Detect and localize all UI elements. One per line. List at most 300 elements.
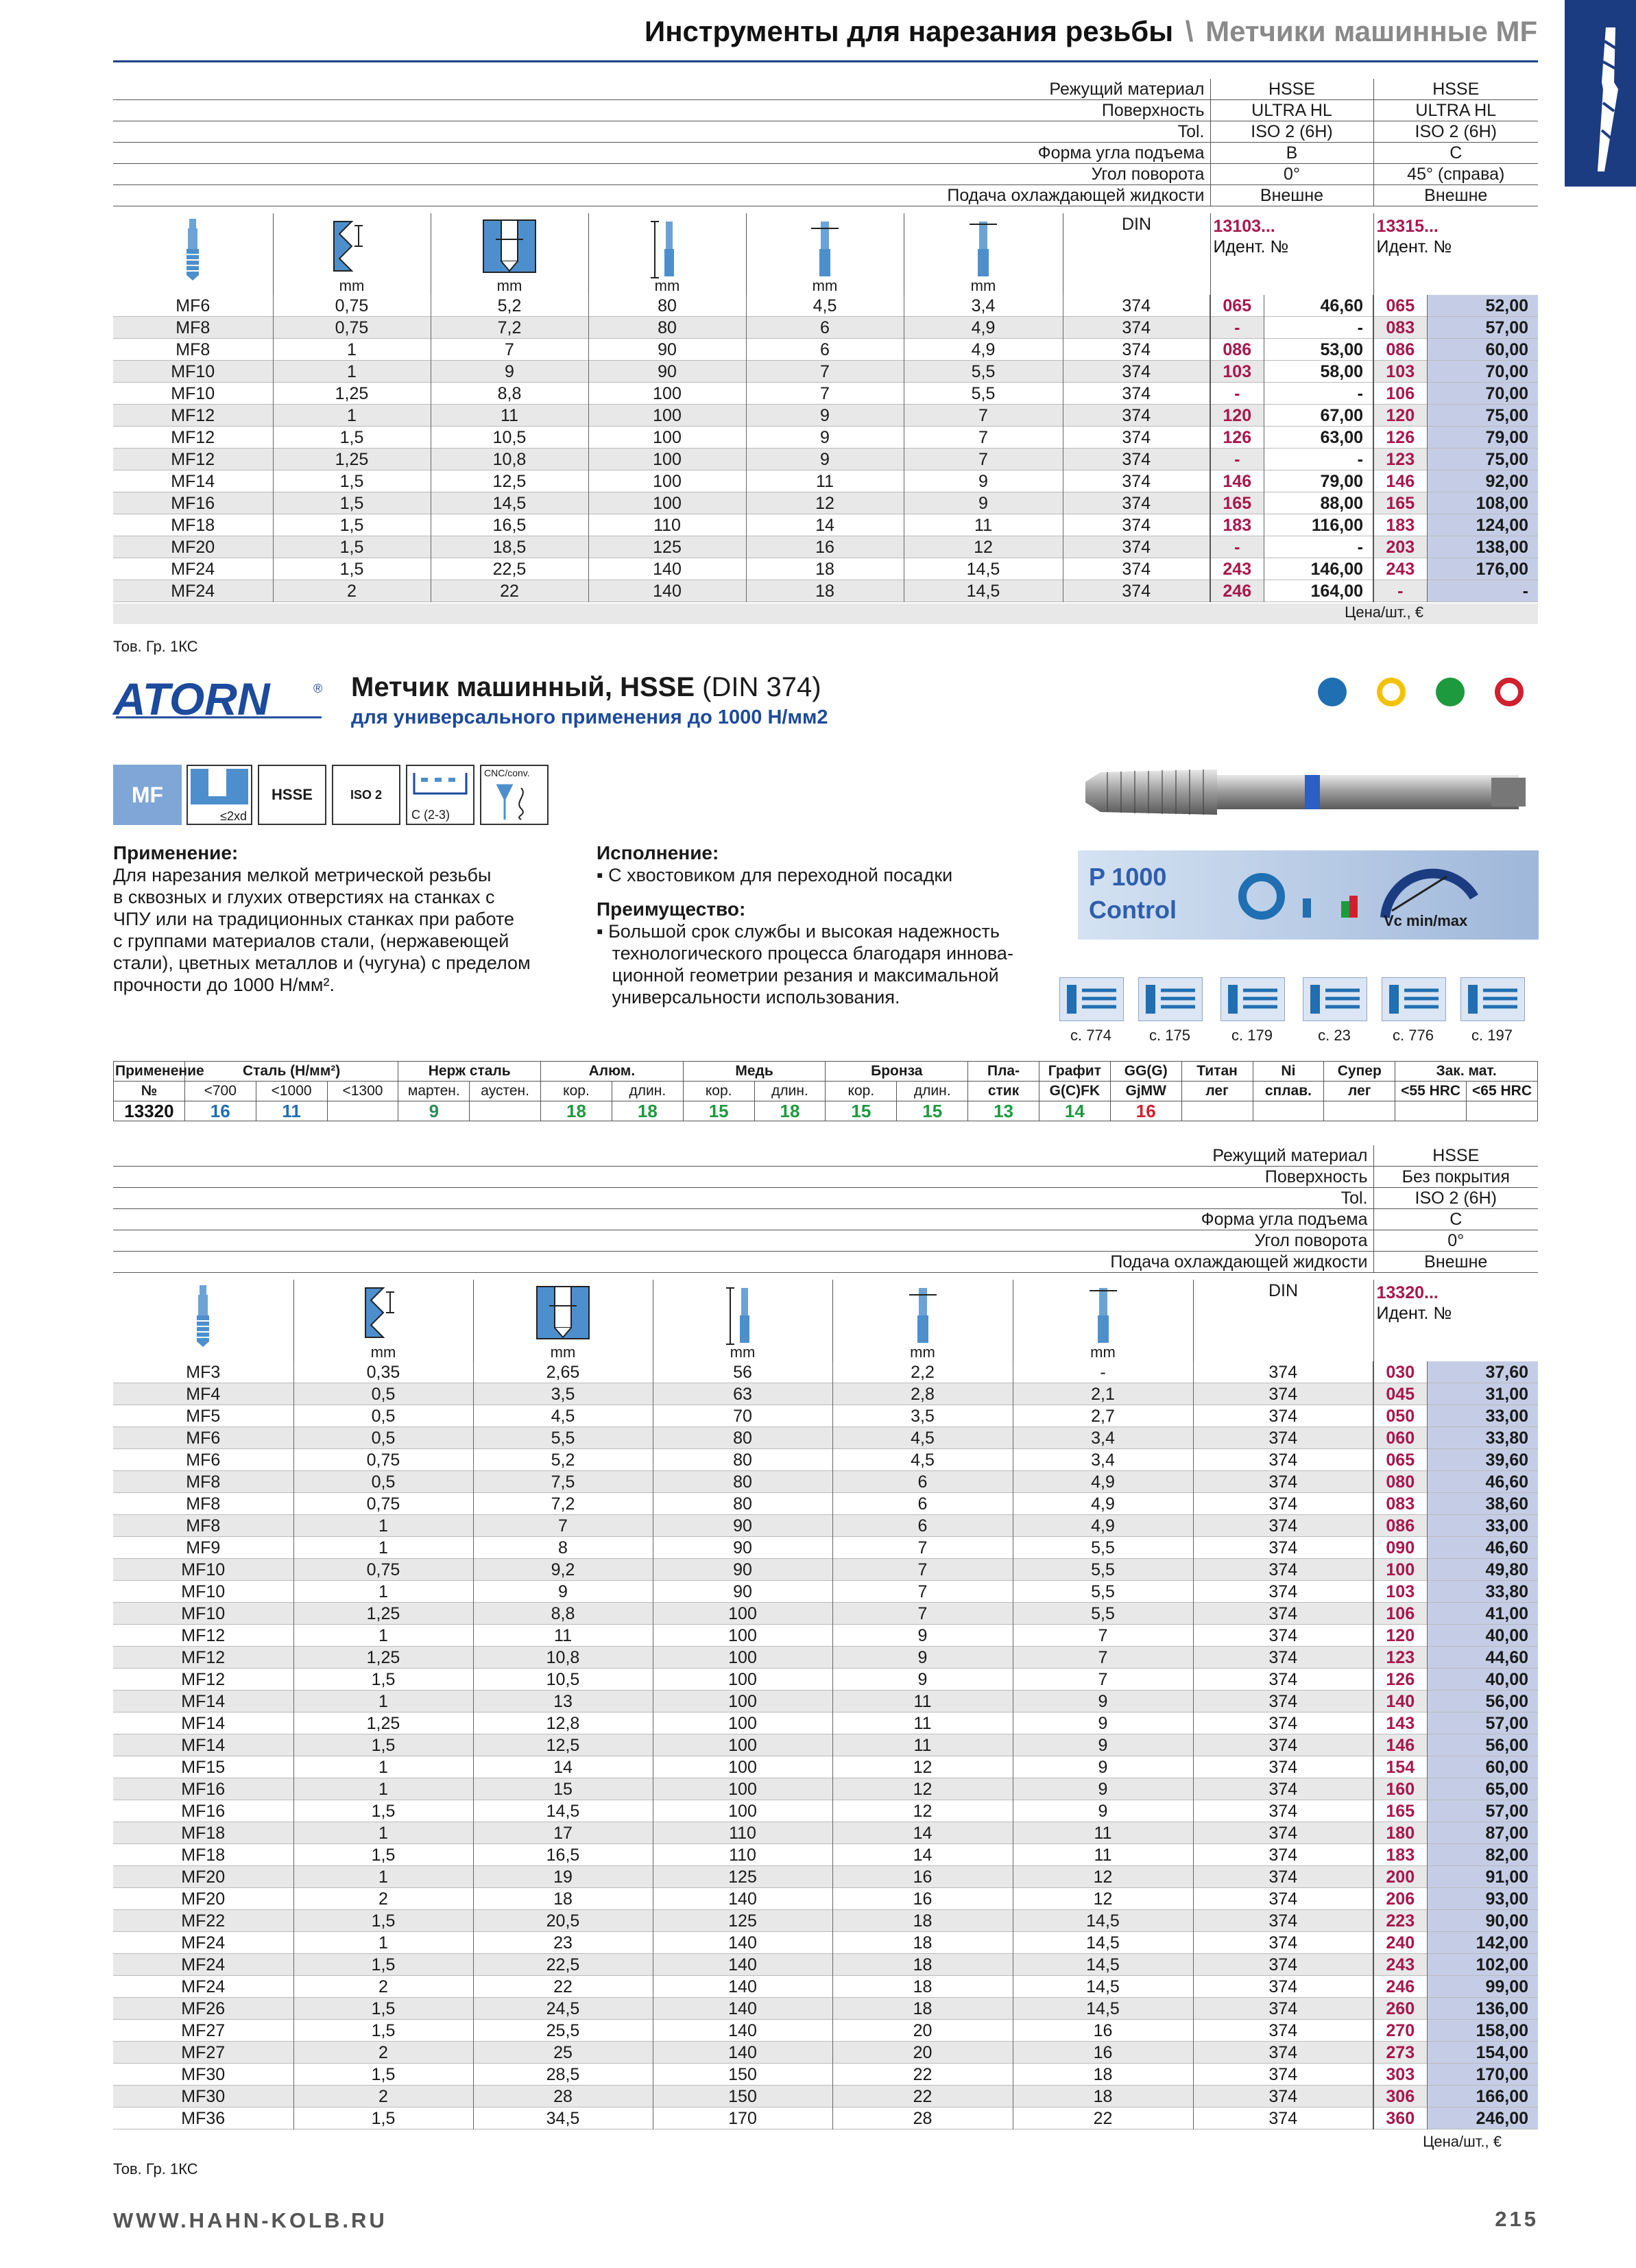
article-code: 13103... (1213, 217, 1275, 236)
cell: 0,5 (293, 1405, 473, 1427)
price-cell: - (1264, 317, 1373, 339)
group-note: Тов. Гр. 1КС (113, 2160, 198, 2177)
price-cell: 146,00 (1264, 558, 1373, 580)
cell: 374 (1063, 317, 1210, 339)
price-cell: 46,60 (1264, 295, 1373, 317)
id-cell: 065 (1373, 295, 1427, 317)
spec-label: Режущий материал (113, 79, 1210, 100)
cell: 374 (1193, 1669, 1373, 1691)
col-square (1013, 1280, 1193, 1364)
cell: 374 (1063, 470, 1210, 492)
cell: 14,5 (904, 580, 1063, 602)
table-row (113, 1669, 1538, 1691)
cell: 18 (746, 580, 904, 602)
cell: MF16 (113, 1778, 293, 1800)
mat-subheader: длин. (897, 1082, 968, 1101)
cell: 100 (653, 1647, 832, 1669)
cell: 100 (588, 492, 746, 514)
table-row (113, 1515, 1538, 1537)
cell: 18 (832, 1998, 1013, 2020)
cell: 1,5 (293, 1998, 473, 2020)
header-subtitle: Метчики машинные MF (1205, 15, 1538, 47)
unit-mm: mm (970, 277, 996, 294)
id-cell: 086 (1373, 1515, 1427, 1537)
spec-value: HSSE (1373, 79, 1538, 100)
price-cell: 53,00 (1264, 339, 1373, 361)
page-header (645, 15, 1536, 48)
cell: 19 (473, 1866, 653, 1888)
spec-value: B (1210, 143, 1373, 164)
cell: 7 (1013, 1647, 1193, 1669)
id-cell: 030 (1373, 1361, 1427, 1383)
price-cell: 79,00 (1264, 470, 1373, 492)
cell: 374 (1193, 1537, 1373, 1559)
cell: 125 (588, 536, 746, 558)
cell: 374 (1193, 1734, 1373, 1756)
price-cell: 75,00 (1427, 405, 1538, 427)
article-code: 13320... (1376, 1283, 1439, 1302)
cell: 56 (653, 1361, 832, 1383)
cell: 90 (653, 1559, 832, 1581)
id-cell: 100 (1373, 1559, 1427, 1581)
cell: MF6 (113, 1427, 293, 1449)
text-line: с группами материалов стали, (нержавеющей (113, 931, 509, 951)
spec-value: C (1373, 143, 1538, 164)
price-cell: 31,00 (1427, 1383, 1538, 1405)
cell: 140 (588, 558, 746, 580)
shank-diameter-icon (804, 219, 845, 280)
price-cell: 164,00 (1264, 580, 1373, 602)
id-cell: 140 (1373, 1691, 1427, 1712)
cell: 6 (832, 1493, 1013, 1515)
table-row (113, 405, 1538, 427)
price-cell: 33,00 (1427, 1515, 1538, 1537)
cell: 3,4 (904, 295, 1063, 317)
core-hole-icon (482, 219, 537, 274)
cell: 20 (832, 2042, 1013, 2064)
cell: 374 (1063, 449, 1210, 470)
product-subtitle: для универсального применения до 1000 Н/мм2 (351, 706, 828, 728)
table-row (113, 492, 1538, 514)
price-cell: 41,00 (1427, 1603, 1538, 1625)
mat-header: Бронза (826, 1062, 968, 1082)
mat-header-1 (114, 1062, 1538, 1082)
spec-row (113, 1252, 1538, 1273)
cell: 1 (293, 1866, 473, 1888)
cell: 125 (653, 1866, 832, 1888)
cell: 374 (1063, 405, 1210, 427)
cell: 100 (588, 383, 746, 405)
cell: 1,5 (293, 1844, 473, 1866)
col-code-13320 (1373, 1280, 1538, 1364)
cell: 374 (1193, 1471, 1373, 1493)
id-cell: 086 (1210, 339, 1264, 361)
table-row (113, 1603, 1538, 1625)
spec-row (113, 164, 1538, 185)
cell: 140 (653, 1976, 832, 1998)
cell: 0,5 (293, 1427, 473, 1449)
id-cell: 106 (1373, 1603, 1427, 1625)
cell: 9 (904, 492, 1063, 514)
col-code-13315 (1373, 213, 1538, 298)
cell: 374 (1193, 2108, 1373, 2129)
price-cell: 102,00 (1427, 1954, 1538, 1976)
cell: 9 (431, 361, 588, 383)
table-row (113, 1383, 1538, 1405)
cell: 90 (588, 339, 746, 361)
color-dot-blue (1318, 678, 1347, 706)
text-line: ционной геометрии резания и максимальной (597, 965, 999, 986)
table-row (113, 558, 1538, 580)
ref-page[interactable]: с. 774 (1070, 1027, 1111, 1044)
cell: 140 (653, 1888, 832, 1910)
id-cell: 080 (1373, 1471, 1427, 1493)
id-cell: 103 (1210, 361, 1264, 383)
cell: 1,5 (273, 470, 431, 492)
id-cell: 165 (1373, 492, 1427, 514)
table-row (113, 1778, 1538, 1800)
table-row (113, 1449, 1538, 1471)
table1-spec (113, 79, 1538, 206)
table-row (113, 1844, 1538, 1866)
ref-page[interactable]: с. 175 (1149, 1027, 1190, 1044)
mat-subheader: мартен. (398, 1082, 470, 1101)
cell: MF12 (113, 405, 273, 427)
unit-mm: mm (730, 1344, 756, 1361)
cell: MF14 (113, 1712, 293, 1734)
id-cell: 126 (1210, 427, 1264, 449)
cell: 70 (653, 1405, 832, 1427)
cell: 16 (832, 1888, 1013, 1910)
price-cell: 57,00 (1427, 1800, 1538, 1822)
cell: 4,9 (904, 339, 1063, 361)
id-cell: 083 (1373, 1493, 1427, 1515)
cell: MF22 (113, 1910, 293, 1932)
cell: MF10 (113, 1559, 293, 1581)
cell: 2 (293, 1976, 473, 1998)
unit-mm: mm (370, 1344, 396, 1361)
mat-header: Применение (114, 1062, 185, 1082)
tap-holder-icon[interactable] (1138, 977, 1203, 1021)
footer-url[interactable]: WWW.HAHN-KOLB.RU (113, 2208, 387, 2232)
cell: MF20 (113, 1866, 293, 1888)
id-cell: 083 (1373, 317, 1427, 339)
cell: 7 (832, 1537, 1013, 1559)
cell: 1,5 (273, 536, 431, 558)
cell: 3,4 (1013, 1449, 1193, 1471)
table-row (113, 2086, 1538, 2108)
cell: 11 (431, 405, 588, 427)
cell: 6 (832, 1471, 1013, 1493)
price-cell: 60,00 (1427, 1756, 1538, 1778)
table-row (113, 1976, 1538, 1998)
cell: 9 (1013, 1800, 1193, 1822)
mat-header: Медь (683, 1062, 826, 1082)
cell: 11 (746, 470, 904, 492)
product-title-bold: Метчик машинный, HSSE (351, 672, 695, 702)
cell: 14,5 (1013, 1954, 1193, 1976)
square-size-icon (1083, 1285, 1124, 1347)
cell: 374 (1193, 1954, 1373, 1976)
mat-subheader: <55 HRC (1395, 1082, 1467, 1101)
cell: 7 (473, 1515, 653, 1537)
cell: 0,75 (293, 1493, 473, 1515)
ref-page[interactable]: с. 776 (1393, 1027, 1434, 1044)
group-note: Тов. Гр. 1КС (113, 638, 198, 655)
mat-value (1181, 1101, 1253, 1121)
cell: 10,5 (431, 427, 588, 449)
price-cell: 60,00 (1427, 339, 1538, 361)
cell: 100 (653, 1712, 832, 1734)
cell: 6 (746, 317, 904, 339)
id-label: Идент. № (1376, 1304, 1452, 1323)
cell: 18 (832, 1954, 1013, 1976)
price-cell: 46,60 (1427, 1471, 1538, 1493)
mat-value: 18 (541, 1101, 612, 1121)
col-tap-icon (113, 1280, 293, 1364)
cell: 1,5 (273, 492, 431, 514)
cell: 9 (832, 1647, 1013, 1669)
cell: MF10 (113, 1581, 293, 1603)
table-row (113, 339, 1538, 361)
unit-mm: mm (550, 1344, 576, 1361)
cell: MF8 (113, 1493, 293, 1515)
cell: 100 (653, 1691, 832, 1712)
price-cell: 33,80 (1427, 1581, 1538, 1603)
text-line: ▪ Большой срок службы и высокая надежность (597, 921, 1000, 942)
mat-header: Алюм. (541, 1062, 684, 1082)
text-line: в сквозных и глухих отверстиях на станках с (113, 887, 495, 907)
cell: 374 (1193, 1976, 1373, 1998)
mat-header: Сталь (Н/мм²) (184, 1062, 398, 1082)
spec-value: C (1373, 1209, 1538, 1230)
cell: 125 (653, 1910, 832, 1932)
table-row (113, 427, 1538, 449)
col-shank-dia (746, 213, 904, 298)
cell: 28,5 (473, 2064, 653, 2086)
cell: 18,5 (431, 536, 588, 558)
col-core-drill (431, 213, 588, 298)
cell: 140 (653, 1932, 832, 1954)
cell: 1 (293, 1537, 473, 1559)
table-row (113, 470, 1538, 492)
table-row (113, 1932, 1538, 1954)
price-cell: 170,00 (1427, 2064, 1538, 2086)
cell: 18 (832, 1910, 1013, 1932)
price-cell: 99,00 (1427, 1976, 1538, 1998)
cell: MF18 (113, 1844, 293, 1866)
spec-value: ISO 2 (6H) (1210, 121, 1373, 143)
mat-header: Супер (1324, 1062, 1395, 1082)
cell: 3,5 (473, 1383, 653, 1405)
cell: 9 (1013, 1756, 1193, 1778)
col-pitch (273, 213, 431, 298)
cell: 9 (1013, 1778, 1193, 1800)
p1000-indicator-icon (1234, 866, 1364, 927)
cell: 1 (293, 1691, 473, 1712)
table1-data (113, 295, 1538, 602)
id-cell: 146 (1210, 470, 1264, 492)
ref-page[interactable]: с. 179 (1231, 1027, 1273, 1044)
price-cell: - (1264, 449, 1373, 470)
ref-page[interactable]: с. 197 (1471, 1027, 1513, 1044)
shank-diameter-icon (902, 1285, 943, 1347)
drill-icon[interactable] (1220, 977, 1285, 1021)
mat-value (1253, 1101, 1324, 1121)
cell: 1 (293, 1778, 473, 1800)
id-cell: 243 (1373, 558, 1427, 580)
ref-page[interactable]: с. 23 (1318, 1027, 1351, 1044)
cell: 12,5 (431, 470, 588, 492)
price-cell: 40,00 (1427, 1669, 1538, 1691)
cell: MF14 (113, 470, 273, 492)
cell: MF20 (113, 536, 273, 558)
cell: 10,8 (431, 449, 588, 470)
chapter-tab[interactable] (1565, 0, 1636, 187)
price-cell: 44,60 (1427, 1647, 1538, 1669)
mat-header: Зак. мат. (1395, 1062, 1538, 1082)
price-cell: 87,00 (1427, 1822, 1538, 1844)
svg-text:ATORN: ATORN (113, 673, 270, 724)
cell: 374 (1193, 1493, 1373, 1515)
cell: 16,5 (431, 514, 588, 536)
cell: 6 (832, 1515, 1013, 1537)
cell: 7,2 (431, 317, 588, 339)
cell: 14,5 (473, 1800, 653, 1822)
cell: 80 (653, 1449, 832, 1471)
cell: 80 (653, 1427, 832, 1449)
spec-label: Угол поворота (113, 1230, 1373, 1252)
cell: 100 (653, 1669, 832, 1691)
advantage-text (597, 920, 1013, 1008)
page-number: 215 (1495, 2207, 1539, 2231)
thread-pitch-icon (363, 1285, 404, 1340)
spec-row (113, 121, 1538, 143)
table-row (113, 1625, 1538, 1647)
price-cell: 52,00 (1427, 295, 1538, 317)
cell: MF30 (113, 2086, 293, 2108)
chuck-icon[interactable] (1303, 977, 1367, 1021)
mat-value (1467, 1101, 1538, 1121)
cell: 1,25 (273, 449, 431, 470)
mat-value (470, 1101, 541, 1121)
depth-2xd-icon: ≤2xd (187, 765, 252, 825)
spec-value: Внешне (1373, 1252, 1538, 1273)
cell: MF12 (113, 1669, 293, 1691)
header-rule (113, 60, 1538, 62)
cell: 9 (832, 1625, 1013, 1647)
text-line: прочности до 1000 Н/мм². (113, 975, 335, 995)
cell: 140 (653, 2020, 832, 2042)
id-cell: 103 (1373, 361, 1427, 383)
price-cell: 88,00 (1264, 492, 1373, 514)
cell: 11 (1013, 1844, 1193, 1866)
cell: 7 (746, 361, 904, 383)
cell: 4,9 (1013, 1493, 1193, 1515)
cell: 7 (832, 1581, 1013, 1603)
price-note: Цена/шт., € (1345, 604, 1423, 621)
cell: 100 (653, 1603, 832, 1625)
spec-value: ISO 2 (6H) (1373, 1188, 1538, 1209)
cell: MF20 (113, 1888, 293, 1910)
price-cell: 158,00 (1427, 2020, 1538, 2042)
info-chart-icon[interactable] (1382, 977, 1446, 1021)
cell: 100 (588, 405, 746, 427)
cell: - (1013, 1361, 1193, 1383)
p1000-subtitle: Control (1089, 896, 1177, 924)
cell: 20 (832, 2020, 1013, 2042)
cell: MF14 (113, 1734, 293, 1756)
cell: 150 (653, 2064, 832, 2086)
id-cell: 120 (1373, 405, 1427, 427)
price-cell: 91,00 (1427, 1866, 1538, 1888)
vc-chart-icon[interactable] (1460, 977, 1525, 1021)
id-cell: 360 (1373, 2108, 1427, 2129)
id-label: Идент. № (1376, 237, 1452, 256)
spec-value: ISO 2 (6H) (1373, 121, 1538, 143)
cell: 0,75 (273, 317, 431, 339)
price-cell: 142,00 (1427, 1932, 1538, 1954)
cell: 1,5 (273, 514, 431, 536)
table-row (113, 383, 1538, 405)
id-cell: 306 (1373, 2086, 1427, 2108)
col-pitch (293, 1280, 473, 1364)
cell: 12,5 (473, 1734, 653, 1756)
cell: 80 (588, 317, 746, 339)
cell: 16,5 (473, 1844, 653, 1866)
cell: 5,5 (1013, 1559, 1193, 1581)
cell: 374 (1193, 1449, 1373, 1471)
cell: 1 (273, 361, 431, 383)
spec-label: Подача охлаждающей жидкости (113, 185, 1210, 206)
price-cell: 67,00 (1264, 405, 1373, 427)
price-cell: 33,80 (1427, 1427, 1538, 1449)
info-list-icon[interactable] (1059, 977, 1124, 1021)
cell: 2,2 (832, 1361, 1013, 1383)
table-row (113, 449, 1538, 470)
cell: 374 (1193, 2042, 1373, 2064)
cell: 90 (653, 1515, 832, 1537)
cell: 9 (904, 470, 1063, 492)
mat-value: 15 (826, 1101, 897, 1121)
id-cell: 165 (1210, 492, 1264, 514)
mat-value (1395, 1101, 1467, 1121)
price-cell: - (1427, 580, 1538, 602)
cell: 374 (1193, 1778, 1373, 1800)
price-cell: 38,60 (1427, 1493, 1538, 1515)
cell: 14 (473, 1756, 653, 1778)
color-dot-red (1495, 678, 1524, 706)
spec-label: Поверхность (113, 100, 1210, 121)
cell: 5,5 (1013, 1581, 1193, 1603)
cell: MF24 (113, 558, 273, 580)
cell: 22,5 (473, 1954, 653, 1976)
cell: 140 (653, 2042, 832, 2064)
cell: 22 (473, 1976, 653, 1998)
table-row (113, 1647, 1538, 1669)
mat-value: 16 (1110, 1101, 1181, 1121)
price-cell: 176,00 (1427, 558, 1538, 580)
cell: 90 (653, 1581, 832, 1603)
color-dot-green (1436, 678, 1465, 706)
price-cell: 49,80 (1427, 1559, 1538, 1581)
cell: 25,5 (473, 2020, 653, 2042)
cell: MF10 (113, 383, 273, 405)
id-cell: 126 (1373, 427, 1427, 449)
id-cell: - (1210, 383, 1264, 405)
id-label: Идент. № (1213, 237, 1289, 256)
cell: 1,25 (273, 383, 431, 405)
